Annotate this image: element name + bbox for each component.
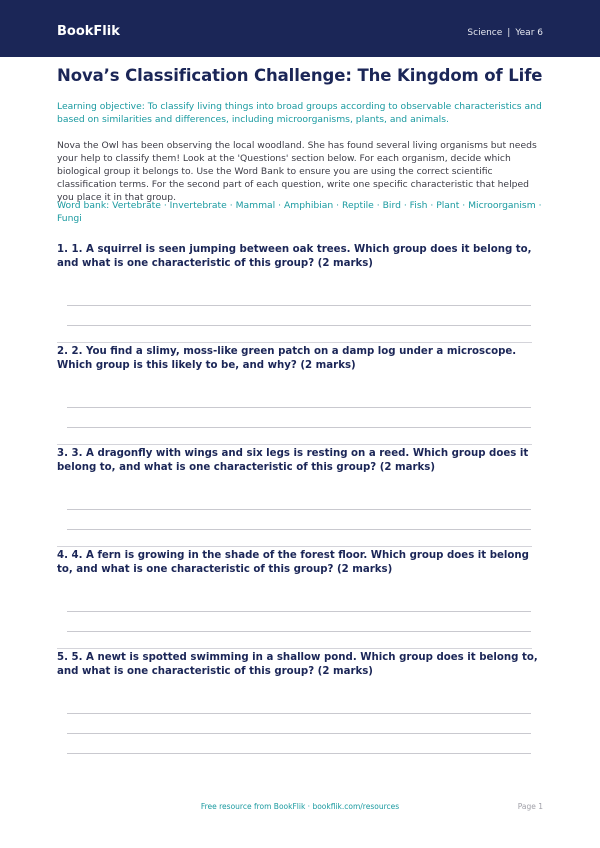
question-2 (57, 345, 547, 373)
question-text: 5. 5. A newt is spotted swimming in a shallow pond. Which group does it belong to, and what is one characteristic of this group? (2 marks) (57, 652, 538, 677)
answer-line[interactable] (67, 407, 531, 408)
divider (57, 648, 532, 649)
divider (57, 546, 532, 547)
question-text: 3. 3. A dragonfly with wings and six legs is resting on a reed. Which group does it belong to, and what is one characteristic of this group? (2 marks) (57, 448, 529, 473)
answer-line[interactable] (67, 509, 531, 510)
page-footer (0, 802, 600, 816)
question-4 (57, 549, 547, 577)
question-5 (57, 651, 547, 679)
footer-credit-link[interactable]: Free resource from BookFlik · bookflik.com/resources (200, 802, 400, 811)
page-header (0, 0, 600, 57)
subject-year-label (467, 28, 543, 38)
brand-logo[interactable]: BookFlik (57, 24, 120, 39)
question-3 (57, 447, 547, 475)
question-1 (57, 243, 547, 271)
answer-line[interactable] (67, 631, 531, 632)
question-text: 2. 2. You find a slimy, moss-like green patch on a damp log under a microscope. Which group is this likely to be, and why? (2 marks) (57, 346, 517, 371)
intro-paragraph: Nova the Owl has been observing the local woodland. She has found several living organisms but needs your help to classify them! Look at the 'Questions' section below. For each organism, decide which biological group it belongs to. Use the Word Bank to ensure you are using the correct scientific classification terms. For the second part of each question, write one specific characteristic that helped you place it in that group. (57, 140, 537, 203)
answer-line[interactable] (67, 713, 531, 714)
answer-line[interactable] (67, 427, 531, 428)
answer-line[interactable] (67, 733, 531, 734)
learning-objective: Learning objective: To classify living things into broad groups according to observable characteristics and based on similarities and differences, including microorganisms, plants, and animals. (57, 101, 542, 125)
question-text: 1. 1. A squirrel is seen jumping between oak trees. Which group does it belong to, and what is one characteristic of this group? (2 marks) (57, 244, 532, 269)
word-bank: Word bank: Vertebrate · Invertebrate · Mammal · Amphibian · Reptile · Bird · Fish · Plant · Microorganism · Fungi (57, 200, 542, 224)
answer-line[interactable] (67, 305, 531, 306)
divider (57, 342, 532, 343)
header-separator: | (507, 28, 511, 38)
answer-line[interactable] (67, 325, 531, 326)
answer-line[interactable] (67, 753, 531, 754)
worksheet-title: Nova’s Classification Challenge: The Kingdom of Life (57, 66, 543, 85)
answer-line[interactable] (67, 529, 531, 530)
answer-line[interactable] (67, 611, 531, 612)
subject-label: Science (467, 28, 503, 38)
divider (57, 444, 532, 445)
year-label: Year 6 (515, 28, 543, 38)
question-text: 4. 4. A fern is growing in the shade of the forest floor. Which group does it belong to, and what is one characteristic of this group? (2 marks) (57, 550, 529, 575)
page-number: Page 1 (517, 802, 543, 811)
